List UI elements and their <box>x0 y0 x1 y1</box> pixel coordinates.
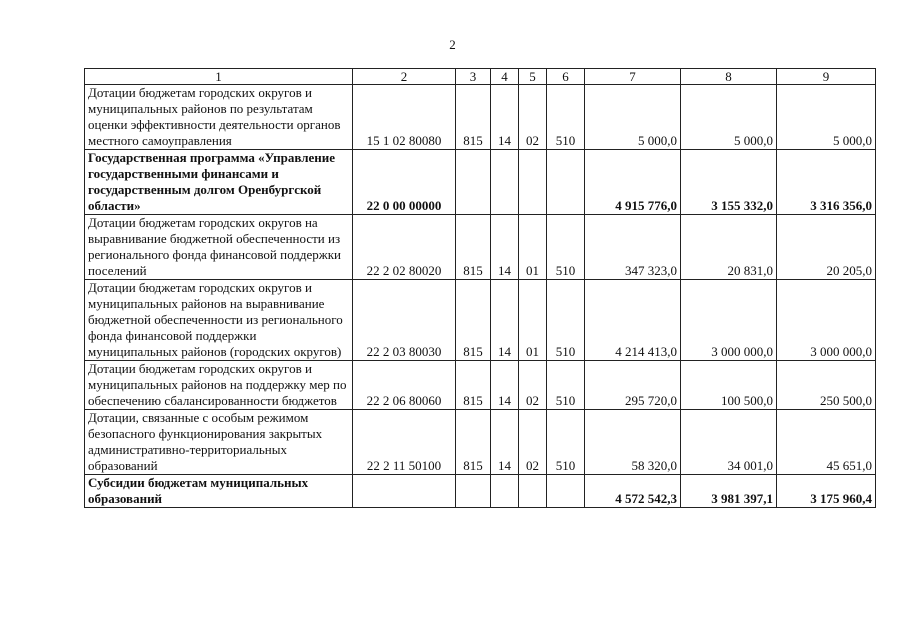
row-pr: 02 <box>519 361 547 410</box>
row-amount-col8: 3 000 000,0 <box>681 280 777 361</box>
row-amount-col9: 3 000 000,0 <box>777 280 876 361</box>
table-row <box>85 215 876 280</box>
row-vr: 510 <box>547 410 585 475</box>
row-pr: 01 <box>519 280 547 361</box>
row-name: Субсидии бюджетам муниципальных образований <box>85 475 353 508</box>
row-pr: 02 <box>519 85 547 150</box>
row-grbs: 815 <box>456 85 491 150</box>
row-csr-code <box>353 475 456 508</box>
row-rz <box>491 150 519 215</box>
row-grbs: 815 <box>456 361 491 410</box>
row-amount-col9: 250 500,0 <box>777 361 876 410</box>
row-grbs <box>456 150 491 215</box>
row-rz: 14 <box>491 215 519 280</box>
row-amount-col7: 295 720,0 <box>585 361 681 410</box>
row-csr-code: 22 0 00 00000 <box>353 150 456 215</box>
budget-table <box>84 68 876 508</box>
row-csr-code: 22 2 06 80060 <box>353 361 456 410</box>
table-row <box>85 410 876 475</box>
column-header: 9 <box>777 69 876 85</box>
row-amount-col9: 3 316 356,0 <box>777 150 876 215</box>
row-grbs: 815 <box>456 410 491 475</box>
table-row <box>85 280 876 361</box>
row-amount-col8: 3 981 397,1 <box>681 475 777 508</box>
table-row <box>85 85 876 150</box>
row-csr-code: 22 2 02 80020 <box>353 215 456 280</box>
row-grbs: 815 <box>456 215 491 280</box>
row-grbs <box>456 475 491 508</box>
table-row <box>85 475 876 508</box>
column-header: 8 <box>681 69 777 85</box>
row-rz: 14 <box>491 85 519 150</box>
row-name: Дотации, связанные с особым режимом безопасного функционирования закрытых административно-территориальных образований <box>85 410 353 475</box>
column-header: 1 <box>85 69 353 85</box>
row-csr-code: 22 2 11 50100 <box>353 410 456 475</box>
row-pr: 01 <box>519 215 547 280</box>
row-grbs: 815 <box>456 280 491 361</box>
row-pr: 02 <box>519 410 547 475</box>
row-amount-col8: 3 155 332,0 <box>681 150 777 215</box>
row-amount-col9: 5 000,0 <box>777 85 876 150</box>
column-header: 5 <box>519 69 547 85</box>
row-amount-col7: 58 320,0 <box>585 410 681 475</box>
row-name: Дотации бюджетам городских округов и муниципальных районов на поддержку мер по обеспечению сбалансированности бюджетов <box>85 361 353 410</box>
row-vr <box>547 475 585 508</box>
row-vr: 510 <box>547 215 585 280</box>
table-row <box>85 150 876 215</box>
row-amount-col7: 347 323,0 <box>585 215 681 280</box>
row-amount-col9: 3 175 960,4 <box>777 475 876 508</box>
column-header: 6 <box>547 69 585 85</box>
row-amount-col7: 5 000,0 <box>585 85 681 150</box>
row-csr-code: 22 2 03 80030 <box>353 280 456 361</box>
row-rz: 14 <box>491 410 519 475</box>
row-amount-col9: 20 205,0 <box>777 215 876 280</box>
row-rz: 14 <box>491 280 519 361</box>
row-amount-col8: 20 831,0 <box>681 215 777 280</box>
row-name: Дотации бюджетам городских округов и муниципальных районов на выравнивание бюджетной обеспеченности из регионального фонда финансовой поддержки муниципальных районов (городских округов) <box>85 280 353 361</box>
row-amount-col8: 5 000,0 <box>681 85 777 150</box>
row-vr: 510 <box>547 280 585 361</box>
row-csr-code: 15 1 02 80080 <box>353 85 456 150</box>
column-header: 7 <box>585 69 681 85</box>
row-amount-col8: 34 001,0 <box>681 410 777 475</box>
row-pr <box>519 475 547 508</box>
header-row <box>85 69 876 85</box>
row-vr: 510 <box>547 361 585 410</box>
row-amount-col8: 100 500,0 <box>681 361 777 410</box>
row-name: Государственная программа «Управление государственными финансами и государственным долгом Оренбургской области» <box>85 150 353 215</box>
column-header: 4 <box>491 69 519 85</box>
row-rz <box>491 475 519 508</box>
row-pr <box>519 150 547 215</box>
column-header: 3 <box>456 69 491 85</box>
row-amount-col7: 4 572 542,3 <box>585 475 681 508</box>
row-amount-col7: 4 214 413,0 <box>585 280 681 361</box>
page-number: 2 <box>449 37 456 52</box>
row-rz: 14 <box>491 361 519 410</box>
row-amount-col9: 45 651,0 <box>777 410 876 475</box>
row-name: Дотации бюджетам городских округов на выравнивание бюджетной обеспеченности из регионального фонда финансовой поддержки поселений <box>85 215 353 280</box>
table-row <box>85 361 876 410</box>
row-vr: 510 <box>547 85 585 150</box>
row-vr <box>547 150 585 215</box>
row-name: Дотации бюджетам городских округов и муниципальных районов по результатам оценки эффективности деятельности органов местного самоуправления <box>85 85 353 150</box>
row-amount-col7: 4 915 776,0 <box>585 150 681 215</box>
column-header: 2 <box>353 69 456 85</box>
